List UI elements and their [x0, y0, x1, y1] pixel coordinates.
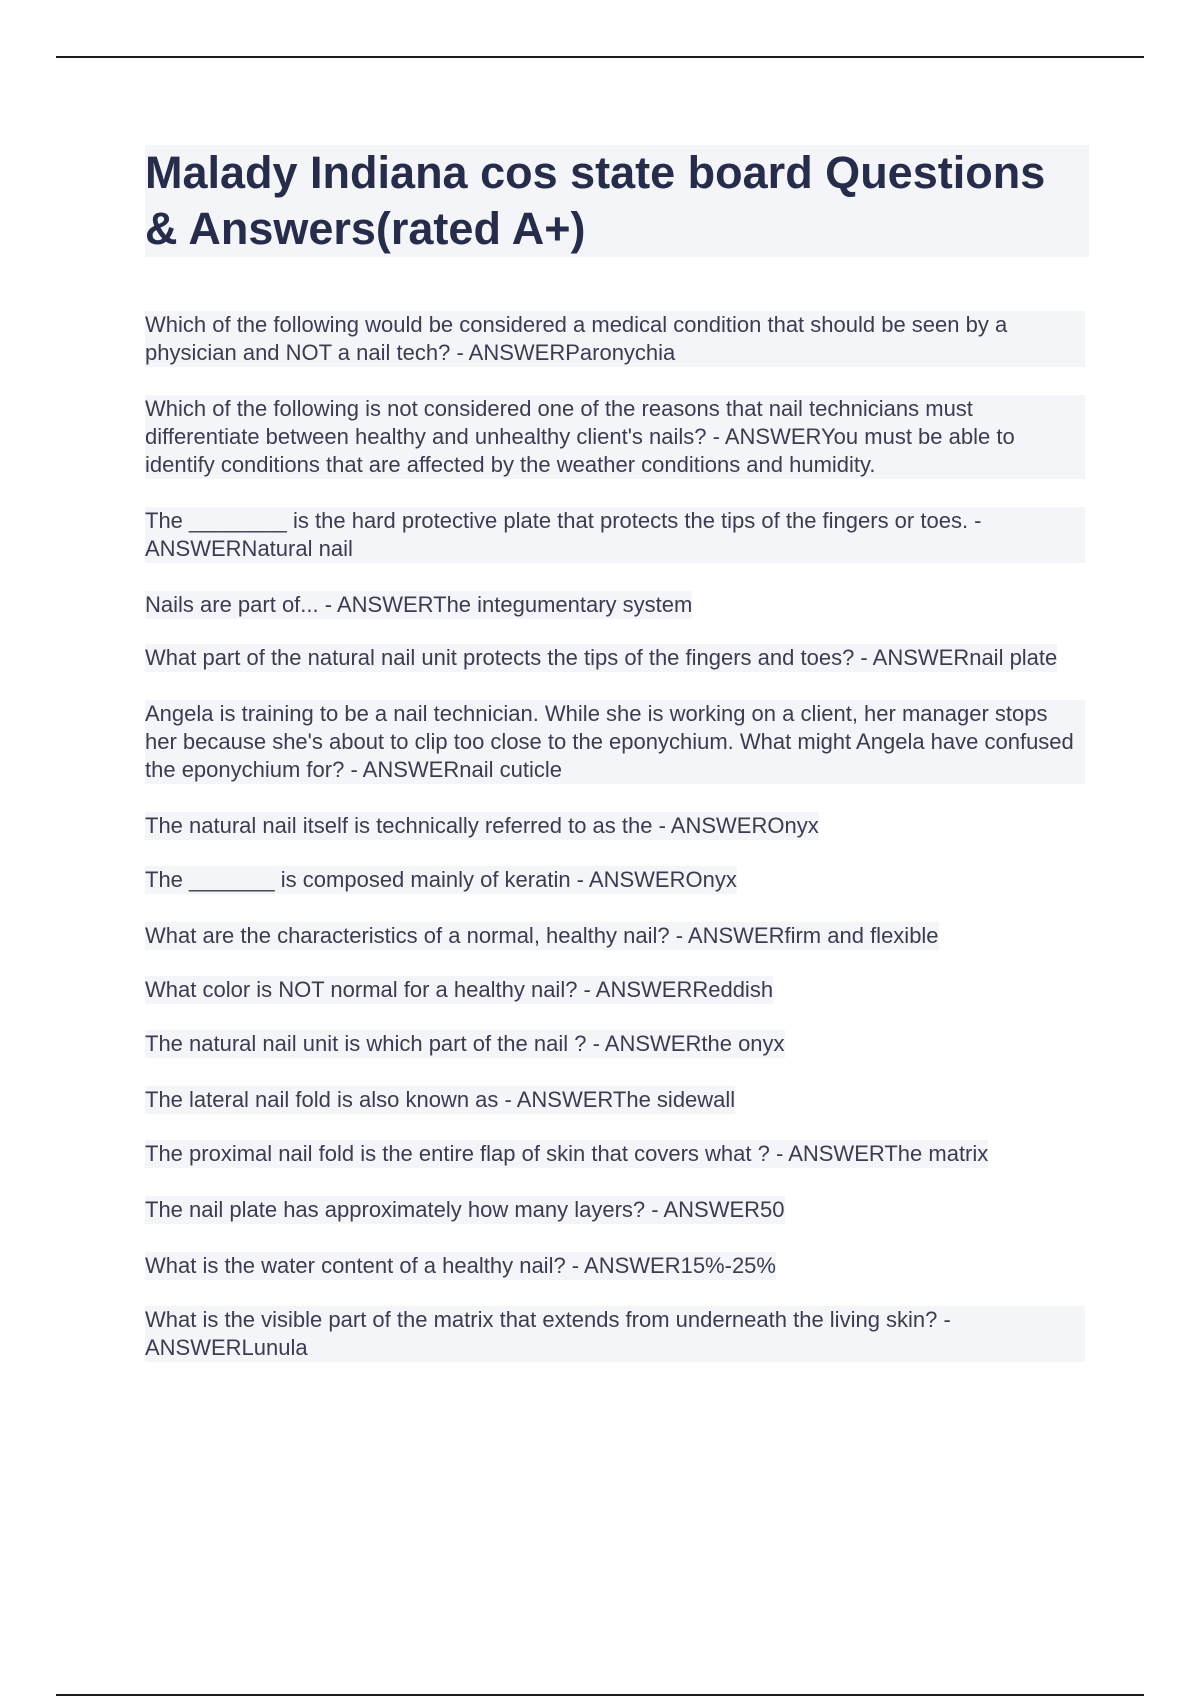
qa-item-6: Angela is training to be a nail technician. While she is working on a client, her manager stops her because she's about to clip too close to the eponychium. What might Angela have confused the eponychium for? - ANSWERnail cuticle	[145, 700, 1085, 784]
qa-item-9: What are the characteristics of a normal, healthy nail? - ANSWERfirm and flexible	[145, 923, 939, 948]
qa-item-11: The natural nail unit is which part of the nail ? - ANSWERthe onyx	[145, 1031, 785, 1056]
qa-item-10: What color is NOT normal for a healthy nail? - ANSWERReddish	[145, 977, 774, 1002]
qa-item-13: The proximal nail fold is the entire flap of skin that covers what ? - ANSWERThe matrix	[145, 1141, 989, 1166]
qa-item-3: The ________ is the hard protective plate that protects the tips of the fingers or toes. - ANSWERNatural nail	[145, 507, 1085, 563]
qa-item-1: Which of the following would be considered a medical condition that should be seen by a physician and NOT a nail tech? - ANSWERParonychia	[145, 311, 1085, 367]
qa-item-12: The lateral nail fold is also known as - ANSWERThe sidewall	[145, 1087, 736, 1112]
document-title: Malady Indiana cos state board Questions & Answers(rated A+)	[145, 147, 1046, 254]
qa-item-4: Nails are part of... - ANSWERThe integumentary system	[145, 592, 693, 617]
qa-item-15: What is the water content of a healthy nail? - ANSWER15%-25%	[145, 1253, 776, 1278]
title-block	[145, 145, 1089, 257]
qa-item-8: The _______ is composed mainly of keratin - ANSWEROnyx	[145, 867, 737, 892]
footer-rule	[56, 1694, 1144, 1696]
qa-item-2: Which of the following is not considered one of the reasons that nail technicians must differentiate between healthy and unhealthy client's nails? - ANSWERYou must be able to identify conditions that are affected by the weather conditions and humidity.	[145, 395, 1085, 479]
qa-item-16: What is the visible part of the matrix that extends from underneath the living skin? - ANSWERLunula	[145, 1306, 1085, 1362]
qa-item-5: What part of the natural nail unit protects the tips of the fingers and toes? - ANSWERnail plate	[145, 645, 1058, 670]
qa-list	[145, 311, 1085, 1362]
header-rule	[56, 56, 1144, 58]
qa-item-7: The natural nail itself is technically referred to as the - ANSWEROnyx	[145, 813, 819, 838]
qa-item-14: The nail plate has approximately how many layers? - ANSWER50	[145, 1197, 785, 1222]
